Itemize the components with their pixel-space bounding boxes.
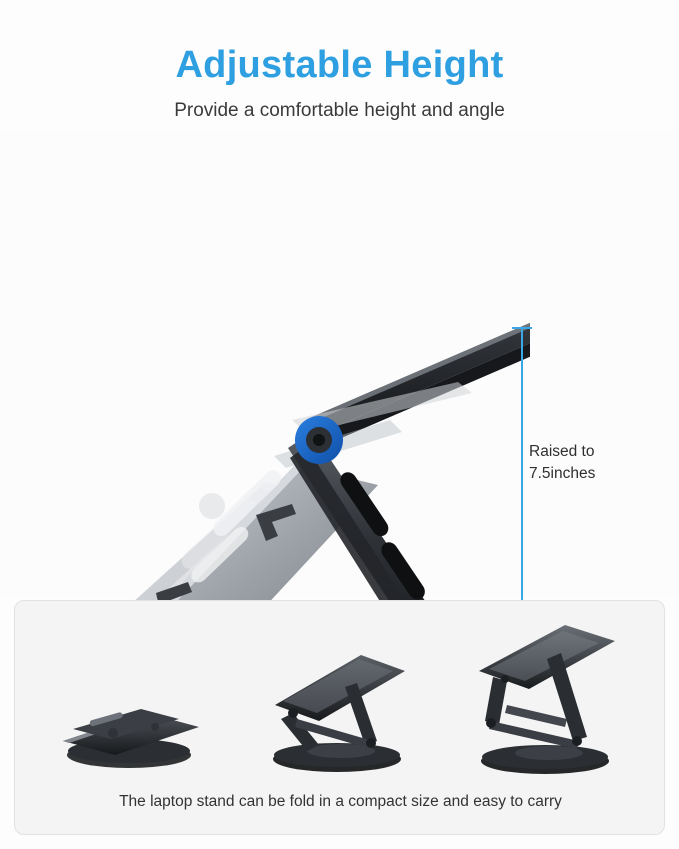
measure-label [529, 441, 669, 485]
stand-folded-flat [29, 609, 229, 789]
stand-partially-raised [237, 609, 437, 789]
measure-label-line2: 7.5inches [529, 465, 596, 482]
fold-stages-row [15, 609, 666, 789]
stand-fully-raised [445, 609, 645, 789]
page-subtitle: Provide a comfortable height and angle [174, 100, 505, 121]
fold-stages-panel [14, 600, 665, 835]
measure-label-line1: Raised to [529, 443, 595, 460]
hero-section [0, 130, 679, 595]
page-title: Adjustable Height [175, 44, 504, 86]
pivot-ring-upper [295, 416, 343, 464]
fold-caption: The laptop stand can be fold in a compact size and easy to carry [119, 793, 562, 810]
